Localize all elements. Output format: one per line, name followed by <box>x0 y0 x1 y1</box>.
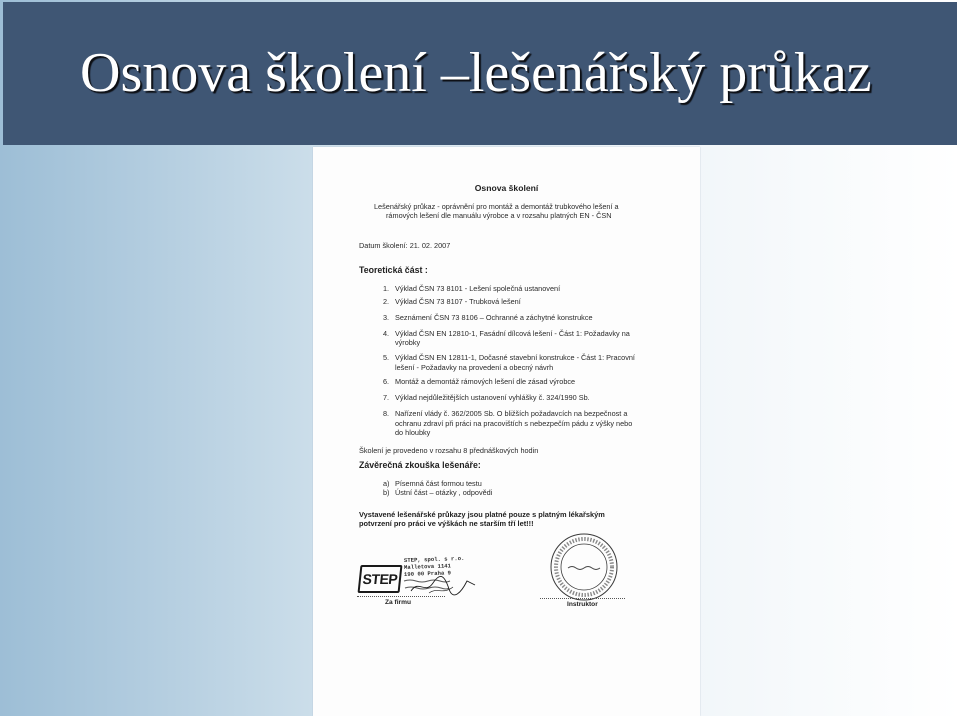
theory-item-number: 7. <box>383 393 390 402</box>
step-logo: STEP <box>358 565 403 593</box>
theory-item-text: Seznámení ČSN 73 8106 – Ochranné a záchytné konstrukce <box>395 313 593 322</box>
theory-item-number: 5. <box>383 353 390 362</box>
document-heading: Osnova školení <box>474 183 539 193</box>
theory-item-text: Výklad ČSN EN 12810-1, Fasádní dílcová lešení - Část 1: Požadavky na <box>395 329 630 338</box>
theory-item-text: Výklad ČSN 73 8101 - Lešení společná ustanovení <box>395 284 561 293</box>
signature-scribble <box>409 575 479 597</box>
theory-item-text: Výklad ČSN 73 8107 - Trubková lešení <box>395 297 521 306</box>
scope-line: Školení je provedeno v rozsahu 8 přednáškových hodin <box>359 446 539 455</box>
round-stamp <box>548 531 620 603</box>
signature-label-company: Za firmu <box>385 599 412 606</box>
stamp-city: 190 00 Praha 9 <box>403 569 452 578</box>
title-bar <box>3 2 957 145</box>
intro-line: rámových lešení dle manuálu výrobce a v rozsahu platných EN - ČSN <box>386 211 612 220</box>
theory-item-number: 2. <box>383 297 390 306</box>
theory-item-number: 6. <box>383 377 390 386</box>
theory-item-text: Výklad ČSN EN 12811-1, Dočasné stavební konstrukce - Část 1: Pracovní <box>395 353 635 362</box>
date-line: Datum školení: 21. 02. 2007 <box>359 241 451 250</box>
theory-item-text: Montáž a demontáž rámových lešení dle zásad výrobce <box>395 377 576 386</box>
theory-item-text: Nařízení vlády č. 362/2005 Sb. O bližších požadavcích na bezpečnost a <box>395 409 628 418</box>
slide-title: Osnova školení –lešenářský průkaz <box>80 42 872 104</box>
theory-item-text: výrobky <box>395 338 421 347</box>
notice-line: Vystavené lešenářské průkazy jsou platné pouze s platným lékařským <box>359 510 605 519</box>
exam-item-text: Ústní část – otázky , odpovědi <box>395 488 493 497</box>
theory-item-text: Výklad nejdůležitějších ustanovení vyhlášky č. 324/1990 Sb. <box>395 393 590 402</box>
theory-item-text: do hloubky <box>395 428 431 437</box>
notice-line: potvrzení pro práci ve výškách ne starším tří let!!! <box>359 519 534 528</box>
exam-item-text: Písemná část formou testu <box>395 479 482 488</box>
theory-item-text: lešení - Požadavky na provedení a obecný návrh <box>395 363 554 372</box>
theory-item-text: ochranu zdraví při práci na pracovištích s nebezpečím pádu z výšky nebo <box>395 419 633 428</box>
intro-line: Lešenářský průkaz - oprávnění pro montáž a demontáž trubkového lešení a <box>374 202 619 211</box>
exam-heading: Závěrečná zkouška lešenáře: <box>359 460 481 470</box>
theory-item-number: 1. <box>383 284 390 293</box>
theory-item-number: 8. <box>383 409 390 418</box>
exam-item-marker: a) <box>383 479 390 488</box>
stamp-street: Malletova 1141 <box>403 562 452 571</box>
theory-heading: Teoretická část : <box>359 265 428 275</box>
theory-item-number: 3. <box>383 313 390 322</box>
scanned-document <box>313 147 700 716</box>
signature-label-instructor: Instruktor <box>567 601 598 608</box>
signature-line-instructor <box>540 598 625 599</box>
stamp-company-name: STEP, spol. s r.o. <box>403 554 465 564</box>
signature-line-company <box>357 596 445 597</box>
exam-item-marker: b) <box>383 488 390 497</box>
theory-item-number: 4. <box>383 329 390 338</box>
